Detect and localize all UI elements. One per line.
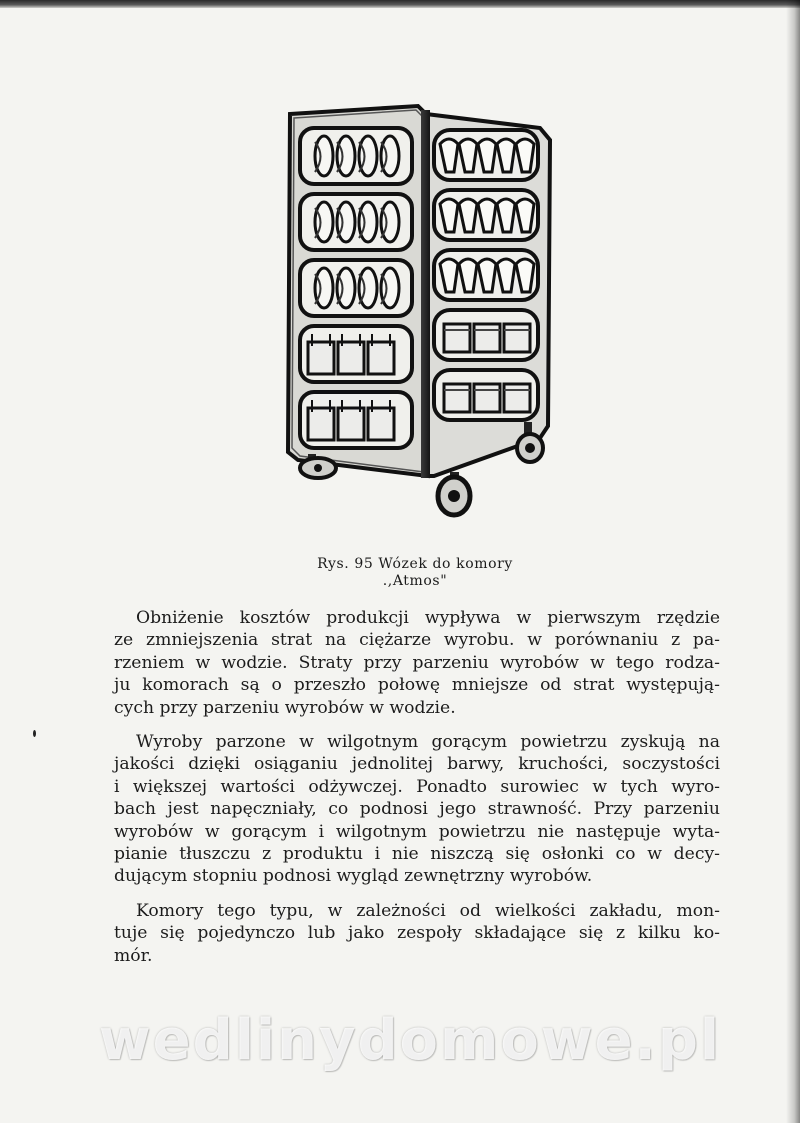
text-line: pianie tłuszczu z produktu i nie niszczą się osłonki co w decy- (114, 844, 720, 865)
text-line: cych przy parzeniu wyrobów w wodzie. (114, 697, 456, 718)
text-line: i większej wartości odżywczej. Ponadto surowiec w tych wyro- (114, 776, 720, 797)
scan-right-edge (786, 0, 800, 1123)
text-line: Komory tego typu, w zależności od wielkości zakładu, mon- (136, 900, 720, 921)
caption-line-1: Rys. 95 Wózek do komory (317, 556, 513, 572)
watermark: wedlinydomowe.pl (98, 1008, 722, 1073)
text-line: Obniżenie kosztów produkcji wypływa w pierwszym rzędzie (136, 608, 720, 628)
text-line: tuje się pojedynczo lub jako zespoły składające się z kilku ko- (114, 923, 720, 944)
figure-caption (250, 556, 580, 590)
text-line: wyrobów w gorącym i wilgotnym powietrzu nie następuje wyta- (114, 821, 720, 842)
text-line: Wyroby parzone w wilgotnym gorącym powietrzu zyskują na (136, 732, 720, 753)
text-line: rzeniem w wodzie. Straty przy parzeniu wyrobów w tego rodza- (114, 652, 720, 673)
text-line: ju komorach są o przeszło połowę mniejsze od strat występują- (114, 675, 720, 696)
trolley-illustration (278, 92, 568, 532)
text-line: bach jest napęczniały, co podnosi jego strawność. Przy parzeniu (114, 799, 720, 820)
body-text (114, 607, 720, 979)
wheel-icon (438, 472, 470, 515)
paragraph-1 (114, 607, 720, 719)
paragraph-2 (114, 731, 720, 888)
atmos-trolley-icon (278, 92, 568, 532)
scan-top-edge (0, 0, 800, 8)
caption-line-2: .,Atmos" (382, 573, 448, 589)
text-line: mór. (114, 945, 153, 966)
paragraph-3 (114, 900, 720, 967)
scan-speck (33, 730, 36, 737)
text-line: dującym stopniu podnosi wygląd zewnętrzny wyrobów. (114, 866, 593, 887)
text-line: ze zmniejszenia strat na ciężarze wyrobu. w porównaniu z pa- (114, 630, 720, 651)
text-line: jakości dzięki osiąganiu jednolitej barwy, kruchości, soczystości (114, 754, 720, 775)
